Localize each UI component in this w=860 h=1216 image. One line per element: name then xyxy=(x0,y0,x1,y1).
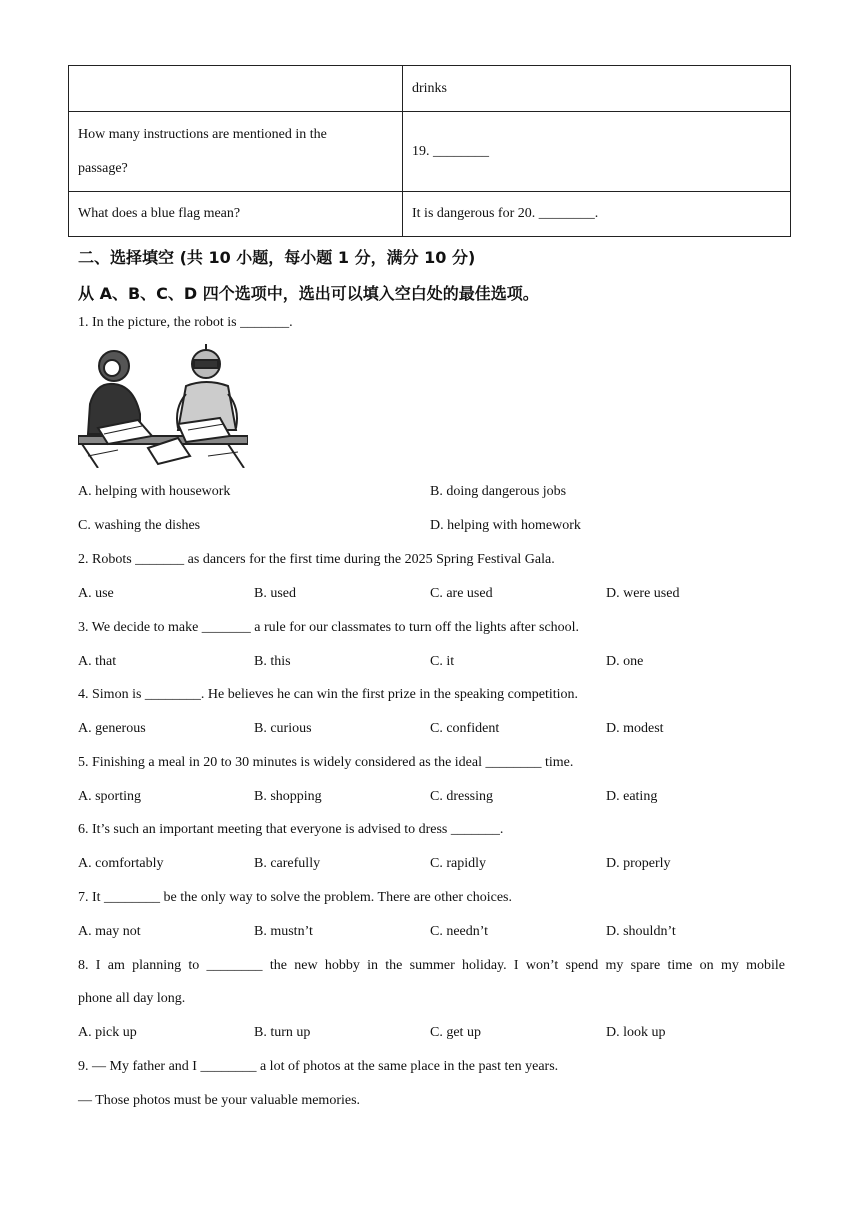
section-instruction: 从 A、B、C、D 四个选项中，选出可以填入空白处的最佳选项。 xyxy=(78,284,539,303)
option: A. sporting xyxy=(78,789,141,804)
table-row xyxy=(69,192,791,237)
option: D. shouldn’t xyxy=(606,924,676,939)
option: C. needn’t xyxy=(430,924,489,939)
option: D. one xyxy=(606,654,644,669)
cell-line: passage? xyxy=(78,160,128,176)
cell-line: How many instructions are mentioned in the xyxy=(78,126,327,142)
table-cell: What does a blue flag mean? xyxy=(69,192,403,237)
question-stem: 9. — My father and I ________ a lot of photos at the same place in the past ten years. xyxy=(78,1059,559,1074)
table-cell: drinks xyxy=(403,66,791,112)
table-row xyxy=(69,66,791,112)
option: D. eating xyxy=(606,789,658,804)
option: B. turn up xyxy=(254,1025,311,1040)
question-stem: 3. We decide to make _______ a rule for our classmates to turn off the lights after school. xyxy=(78,620,580,635)
option: B. carefully xyxy=(254,856,321,871)
option: D. look up xyxy=(606,1025,666,1040)
question-stem: 2. Robots _______ as dancers for the first time during the 2025 Spring Festival Gala. xyxy=(78,552,555,567)
option: C. washing the dishes xyxy=(78,518,201,533)
option: D. were used xyxy=(606,586,680,601)
option: B. mustn’t xyxy=(254,924,313,939)
question-stem: 6. It’s such an important meeting that everyone is advised to dress _______. xyxy=(78,822,504,837)
option: A. helping with housework xyxy=(78,484,231,499)
option: B. curious xyxy=(254,721,312,736)
option: B. doing dangerous jobs xyxy=(430,484,567,499)
dialogue-line: — Those photos must be your valuable memories. xyxy=(78,1093,361,1108)
question-stem-continued: phone all day long. xyxy=(78,991,186,1006)
option: C. are used xyxy=(430,586,493,601)
info-table xyxy=(68,65,791,237)
option: A. generous xyxy=(78,721,146,736)
question-stem: 4. Simon is ________. He believes he can win the first prize in the speaking competition. xyxy=(78,687,579,702)
table-row xyxy=(69,112,791,192)
option: A. that xyxy=(78,654,117,669)
question-stem: 5. Finishing a meal in 20 to 30 minutes is widely considered as the ideal ________ time. xyxy=(78,755,574,770)
option: D. modest xyxy=(606,721,664,736)
option: A. comfortably xyxy=(78,856,164,871)
option: C. get up xyxy=(430,1025,481,1040)
table-cell xyxy=(69,66,403,112)
section-heading: 二、选择填空 (共 10 小题，每小题 1 分，满分 10 分) xyxy=(78,248,476,267)
robot-homework-illustration xyxy=(78,344,248,468)
option: C. rapidly xyxy=(430,856,486,871)
option: A. may not xyxy=(78,924,141,939)
question-stem: 1. In the picture, the robot is _______. xyxy=(78,315,293,330)
option: A. use xyxy=(78,586,114,601)
option: A. pick up xyxy=(78,1025,137,1040)
option: B. this xyxy=(254,654,291,669)
option: C. it xyxy=(430,654,455,669)
option: D. properly xyxy=(606,856,671,871)
option: D. helping with homework xyxy=(430,518,581,533)
option: B. used xyxy=(254,586,296,601)
question-stem: 7. It ________ be the only way to solve the problem. There are other choices. xyxy=(78,890,513,905)
option: C. confident xyxy=(430,721,500,736)
table-cell: 19. ________ xyxy=(403,112,791,192)
option: C. dressing xyxy=(430,789,493,804)
option: B. shopping xyxy=(254,789,322,804)
table-cell: It is dangerous for 20. ________. xyxy=(403,192,791,237)
table-cell xyxy=(69,112,403,192)
question-stem: 8. I am planning to ________ the new hobby in the summer holiday. I won’t spend my spare time on my mobile xyxy=(78,958,785,973)
